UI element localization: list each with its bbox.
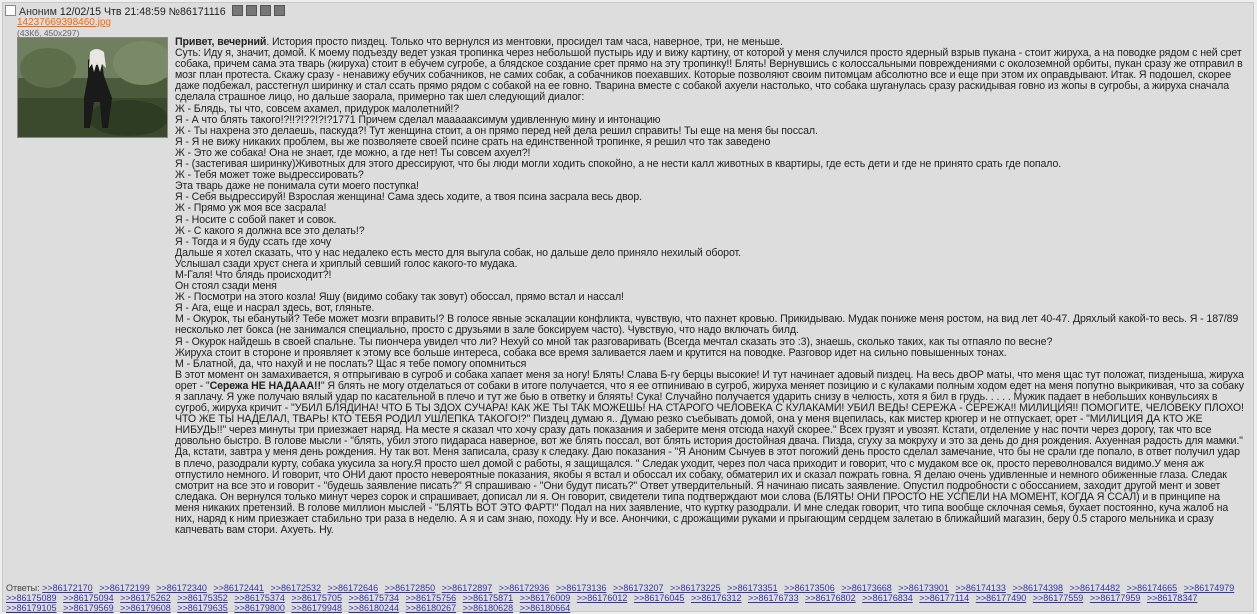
reply-button-icon[interactable] (260, 5, 271, 16)
intro-bold: Привет, вечерний (175, 36, 267, 48)
dialog-line: Я - (застегивая ширинку)Животных для этого дрессируют, что бы люди могли ходить спокойно, а не нести калл животных в квартиры, где есть дети и где не принято срать где попало. (175, 158, 1062, 171)
dialog-line: Эта тварь даже не понимала сути моего поступка! (175, 180, 419, 193)
reply-link[interactable]: >>86175705 (291, 593, 342, 604)
reply-link[interactable]: >>86177114 (919, 593, 970, 604)
reply-link[interactable]: >>86172850 (384, 583, 436, 593)
dialog-line: Ж - Ты нахрена это делаешь, паскуда?! Тут женщина стоит, а он прямо перед ней дела решил справить! Ты еще на меня бы поссал. (175, 124, 818, 137)
reply-link[interactable]: >>86174398 (1012, 583, 1064, 593)
reply-link[interactable]: >>86176312 (690, 593, 742, 604)
reply-link[interactable]: >>86174665 (1126, 583, 1178, 593)
dialog-line: Я - Себя выдрессируй! Взрослая женщина! Сама здесь ходите, а твоя псина засрала весь двор. (175, 191, 642, 204)
reply-link[interactable]: >>86172532 (270, 583, 321, 593)
reply-link[interactable]: >>86179105 (6, 603, 57, 614)
dialog-line: Ж - Тебя может тоже выдрессировать? (175, 169, 364, 182)
dialog-line: Я - Носите с собой пакет и совок. (175, 213, 337, 226)
reply-link[interactable]: >>86173351 (727, 583, 778, 593)
reply-link[interactable]: >>86176834 (862, 593, 913, 604)
reply-link[interactable]: >>86174133 (955, 583, 1006, 593)
dialog-lines (175, 104, 1247, 370)
intro-text: . История просто пиздец. Только что вернулся из ментовки, просидел там часа, наверное, три, не меньше. (266, 36, 783, 48)
post (2, 2, 1254, 612)
post-message (175, 37, 1247, 536)
dialog-line: Ж - Это же собака! Она не знает, где можно, а где нет! Ты совсем ахуел?! (175, 146, 531, 159)
reply-link[interactable]: >>86173506 (784, 583, 835, 593)
dialog-line: Ж - С какого я должна все это делать!? (175, 224, 365, 237)
replies-label: Ответы: (6, 583, 40, 593)
post-date: 12/02/15 Чтв 21:48:59 (59, 6, 166, 18)
reply-link[interactable]: >>86177559 (1032, 593, 1084, 604)
reply-link[interactable]: >>86173225 (669, 583, 721, 593)
reply-link[interactable]: >>86173136 (555, 583, 607, 593)
file-meta: (43Кб, 450x297) (17, 28, 80, 38)
reply-link[interactable]: >>86173668 (841, 583, 892, 593)
author-name: Аноним (19, 6, 57, 18)
reply-link[interactable]: >>86178347 (1146, 593, 1198, 604)
file-link[interactable]: 14237669398460.jpg (17, 17, 111, 28)
reply-link[interactable]: >>86180244 (348, 603, 400, 614)
replies-section (6, 583, 1252, 614)
reply-link[interactable]: >>86175871 (462, 593, 514, 604)
reply-link[interactable]: >>86176802 (805, 593, 856, 604)
post-number[interactable]: №86171116 (168, 6, 226, 18)
climax-paragraph (175, 370, 1247, 536)
reply-link[interactable]: >>86179948 (291, 603, 342, 614)
dialog-line: Услышал сзади хруст снега и хриплый севший голос какого-то мудака. (175, 257, 518, 270)
dialog-line: Дальше я хотел сказать, что у нас недалеко есть место для выгула собак, но дальше дело приняло нехилый оборот. (175, 246, 741, 259)
reply-link[interactable]: >>86179608 (120, 603, 171, 614)
reply-link[interactable]: >>86175262 (120, 593, 171, 604)
dialog-line: Ж - Блядь, ты что, совсем ахамел, придурок малолетний!? (175, 102, 460, 115)
dialog-line: Ж - Посмотри на этого козла! Яшу (видимо собаку так зовут) обоссал, прямо встал и нассал! (175, 291, 624, 304)
reply-link[interactable]: >>86175734 (348, 593, 400, 604)
reply-link[interactable]: >>86172170 (42, 583, 93, 593)
reply-link[interactable]: >>86172340 (156, 583, 207, 593)
report-button-icon[interactable] (246, 5, 257, 16)
reply-link[interactable]: >>86172936 (498, 583, 550, 593)
reply-link[interactable]: >>86177490 (975, 593, 1027, 604)
dialog-line: Я - Тогда и я буду ссать где хочу (175, 235, 332, 248)
reply-link[interactable]: >>86176012 (576, 593, 628, 604)
dialog-line: Я - Я не вижу никаких проблем, вы же позволяете своей псине срать на единственной тропинке, я решил что так заведено (175, 135, 771, 148)
reply-link[interactable]: >>86179569 (63, 603, 114, 614)
reply-link[interactable]: >>86180664 (519, 603, 571, 614)
reply-link[interactable]: >>86172441 (213, 583, 264, 593)
favorite-button-icon[interactable] (274, 5, 285, 16)
climax-text-1: В этот момент он замахивается, я отпрыгиваю в сугроб и собака хапает меня за ногу! Блять! Слава Б-гу берцы высокие! И тут начинает адовый пиздец. На весь двОР маты, что меня щас тут положат, пизденыша, жируха орет - " (175, 368, 1244, 392)
dialog-line: Жируха стоит в стороне и проявляет к этому все больше интереса, собака все время заливается лаем и крутится на поводке. Разговор идет на сильно повышенных тонах. (175, 346, 1007, 359)
dialog-line: Я - А что блять такого!?!!?!??!?!?1771 Причем сделал маааааксимум удивленную мину и интонацию (175, 113, 661, 126)
reply-link[interactable]: >>86179635 (177, 603, 228, 614)
reply-link[interactable]: >>86175352 (177, 593, 228, 604)
reply-link[interactable]: >>86175756 (405, 593, 457, 604)
reply-link[interactable]: >>86172199 (99, 583, 150, 593)
reply-link[interactable]: >>86172646 (327, 583, 379, 593)
reply-link[interactable]: >>86179800 (234, 603, 285, 614)
reply-link[interactable]: >>86177959 (1089, 593, 1141, 604)
reply-links (6, 583, 1238, 613)
dialog-line: М - Окурок, ты ебанутый? Тебе может мозги вправить!? В голосе явные эскалации конфликта, чувствую, что пахнет кровью. Прикидываю. Мудак пониже меня ростом, на вид лет 40-47. Дряхлый какой-то весь. Я - 187/89 несколько лет бокса (не занимался специально, просто с друзьями в зале боксируем часто). Чувствую, что надо включать билд. (175, 313, 1239, 337)
story-paragraph: Суть: Иду я, значит, домой. К моему подъезду ведет узкая тропинка через небольшой пустырь иду и вижу картину, от которой у меня случился просто ядерный взрыв пукана - стоит жируха, а на поводке рядом с ней срет собака, причем сама эта тварь (жируха) стоит в ебучем сугробе, а блядское создание срет прямо на эту тропинку!! Блять! Вернувшись с колоссальными повреждениями с околоземной орбиты, пукан сразу же отправил в мозг план протеста. Скажу сразу - ненавижу ебучих собачников, не самих собак, а собачников поехавших. Которые позволяют своим питомцам абсолютно все и еще при этом их оправдывают. Итак. Я подошел, скорее даже подбежал, расстегнул ширинку и стал ссать прямо рядом с собакой на ее говно. Тварина вместе с собакой ахуели настолько, что собака шуганулась сразу раскидывая говно из жопы в сугробы, а жируха сначала сделала страшное лицо, но дальше заорала, примерно так шел следующий диалог: (175, 47, 1243, 104)
reply-link[interactable]: >>86175094 (63, 593, 114, 604)
select-checkbox[interactable] (5, 5, 16, 16)
reply-link[interactable]: >>86172897 (441, 583, 493, 593)
post-thumbnail[interactable] (17, 37, 168, 138)
reply-link[interactable]: >>86176045 (633, 593, 685, 604)
dialog-line: Я - Ага, еще и насрал здесь, вот, гляньте. (175, 302, 375, 315)
dialog-line: Ж - Прямо уж моя все засрала! (175, 202, 327, 215)
reply-link[interactable]: >>86175089 (6, 593, 57, 604)
reply-link[interactable]: >>86173207 (612, 583, 664, 593)
reply-link[interactable]: >>86180267 (405, 603, 457, 614)
hide-button-icon[interactable] (232, 5, 243, 16)
climax-bold: Сережа НЕ НАДААА!! (209, 379, 321, 392)
reply-link[interactable]: >>86180628 (462, 603, 514, 614)
climax-text-2: " Я блять не могу отделаться от собаки в итоге получается, что я ее отпиниваю в сугроб, жируха меняет позицию и с кулаками полным ходом едет на меня попутно выкрикивая, что за собаку я заплачу. Я уже получаю вялый удар по касательной в плечо и тут же бью в ответку и бляять! Сука! Случайно получается ударить снизу в челюсть, хотя я бил в грудь. . . . . Мужик падает в небольших конвульсиях в сугроб, жируха кричит - "УБИЛ БЛЯДИНА! ЧТО Б ТЫ ЗДОХ СУЧАРА! КАК ЖЕ ТЫ ТАК МОЖЕШЬ! НА СТАРОГО ЧЕЛОВЕКА С КУЛАКАМИ! УБИЛ ВЕДЬ! СЕРЕЖА - СЕРЕЖА!! МИЛИЦИЯ!! ПОМОГИТЕ, ЧЕЛОВЕКУ ПЛОХО! ЧТО ЖЕ ТЫ НАДЕЛАЛ, ТВАРЬ! КТО ТЕБЯ РОДИЛ УШЛЕПКА ТАКОГО!?" Пиздец думаю я.. Думаю резко съебывать домой, она у меня вцепилась, как мистер крюгер и не отпускает, орет - "МИЛИЦИЯ ДА КТО ЖЕ НИБУДЬ!!" через минуты три приезжает наряд. На месте я сказал что хочу сразу дать показания и заберите меня отсюда нахуй скорее." Всех грузят и увозят. Кстати, отделение у нас почти через дорогу, так что все довольно быстро. В голове мысли - "блять, убил этого пидараса наверное, вот же блять поссал, вот блять история достойная двача. Пизда, сгуху за мокруху и это за день до дня рождения. Ахуенная радость для мамки." Да, кстати, завтра у меня день рождения. Ну так вот. Меня записала, сразу к следаку. Даю показания - "Я Аноним Сычуев в этот погожий день просто сделал замечание, что бы не срали где попало, в ответ получил удар в плечо, разодрали курту, собака укусила за ногу.Я просто шел домой с работы, я защищался. " Следак уходит, через пол часа приходит и говорит, что с мудаком все ок, просто переволновался видимо.У меня аж отпустило немного. И говорит, что ОНИ дают просто невероятные показания, якобы я встал и обоссал их собаку, обматерил их и сказал пожрать говна. Я делаю очень удивленные и немного обиженные глаза. Следак смотрит на все это и говорит - "будешь заявление писать?" Я спрашиваю - "Они будут писать?" Ответ утвердительный. Я начинаю писать заявление. Опустил подробности с обоссанием, заходит другой мент и зовет следака. Он вернулся только минут через сорок и спрашивает, дописал ли я. Он говорит, свидетели типа подтверждают мои слова (БЛЯТЬ! ОНИ ПРОСТО НЕ УСПЕЛИ НА МОМЕНТ, КОГДА Я ССАЛ) и в принципе на меня никаких претензий. В голове миллион мыслей - "БЛЯТЬ ВОТ ЭТО ФАРТ!" Подал на них заявление, что куртку разодрали. И мне следак говорит, что типа вообще склочная семья, бухает постоянно, куча жалоб на них, наряд к ним приезжает стабильно три раза в неделю. А я и сам знаю, походу. Ну и все. Анончики, с дрожащими руками и прыгающим сердцем залетаю в ближайший магазин, беру 0.5 старого мельника и сразу капчевать вам стори. Ахуеть. Ну. (175, 379, 1244, 537)
dialog-line: М - Блатной, да, что нахуй и не послать? Щас я тебе помогу опомниться (175, 357, 527, 370)
reply-link[interactable]: >>86176009 (519, 593, 571, 604)
dialog-line: Он стоял сзади меня (175, 280, 277, 293)
dialog-line: М-Галя! Что блядь происходит?! (175, 268, 332, 281)
reply-link[interactable]: >>86176733 (748, 593, 799, 604)
reply-link[interactable]: >>86174482 (1069, 583, 1121, 593)
reply-link[interactable]: >>86175374 (234, 593, 285, 604)
reply-link[interactable]: >>86173901 (898, 583, 949, 593)
dialog-line: Я - Окурок найдешь в своей спальне. Ты пиончера увидел что ли? Нехуй со мной так разговаривать (Всегда мечтал сказать это :3), знаешь, сколько таких, как ты отпаяло по весне? (175, 335, 1053, 348)
reply-link[interactable]: >>86174979 (1183, 583, 1235, 593)
